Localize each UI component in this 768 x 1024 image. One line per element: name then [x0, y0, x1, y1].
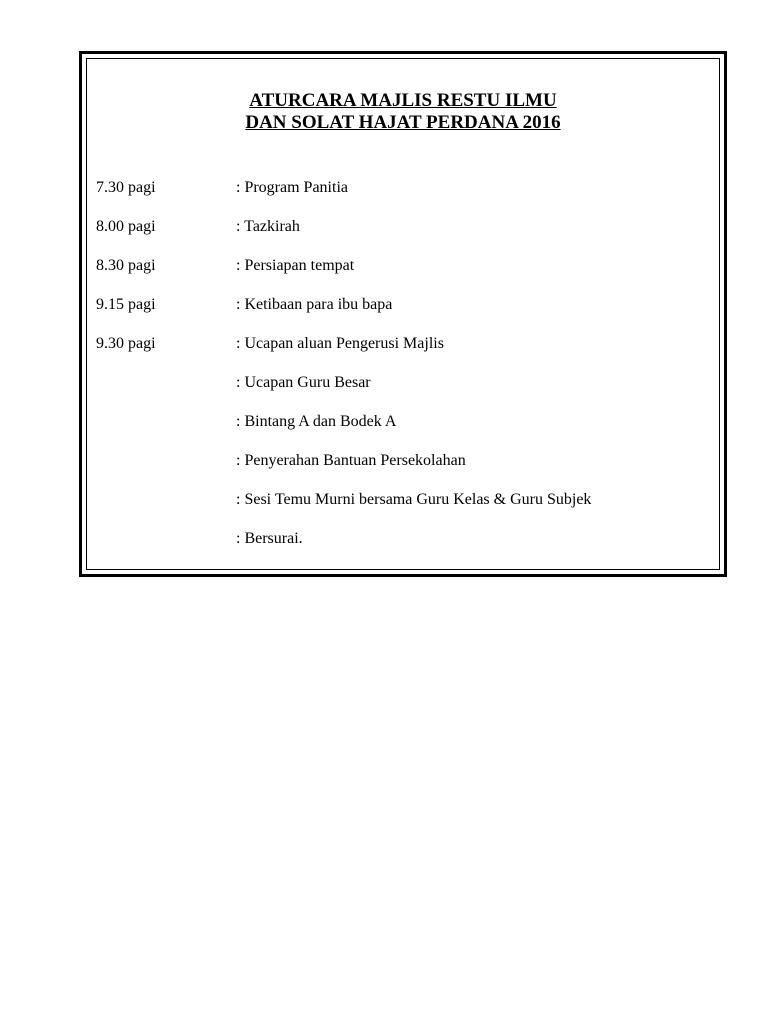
schedule-row [87, 528, 719, 550]
schedule-item: : Ucapan aluan Pengerusi Majlis [236, 335, 444, 352]
schedule-item: : Ucapan Guru Besar [236, 374, 371, 391]
schedule-time: 9.30 pagi [96, 335, 156, 352]
schedule-time: 9.15 pagi [96, 296, 156, 313]
schedule-time: 7.30 pagi [96, 179, 156, 196]
schedule-row [87, 294, 719, 316]
document-title-line-1: ATURCARA MAJLIS RESTU ILMU [249, 90, 557, 111]
schedule-item: : Ketibaan para ibu bapa [236, 296, 393, 313]
schedule-item: : Tazkirah [236, 218, 300, 235]
schedule-time: 8.30 pagi [96, 257, 156, 274]
document-inner-frame [86, 58, 720, 570]
schedule-item: : Sesi Temu Murni bersama Guru Kelas & Guru Subjek [236, 491, 592, 508]
document-title-line-2: DAN SOLAT HAJAT PERDANA 2016 [245, 112, 561, 133]
schedule-row [87, 333, 719, 355]
schedule-row [87, 489, 719, 511]
schedule-item: : Penyerahan Bantuan Persekolahan [236, 452, 466, 469]
schedule-item: : Persiapan tempat [236, 257, 355, 274]
schedule-row [87, 216, 719, 238]
schedule-item: : Bersurai. [236, 530, 303, 547]
schedule-row [87, 255, 719, 277]
schedule-row [87, 411, 719, 433]
document-frame [79, 51, 727, 577]
schedule-row [87, 450, 719, 472]
schedule-row [87, 177, 719, 199]
schedule-row [87, 372, 719, 394]
schedule-item: : Program Panitia [236, 179, 348, 196]
schedule-item: : Bintang A dan Bodek A [236, 413, 397, 430]
schedule-time: 8.00 pagi [96, 218, 156, 235]
